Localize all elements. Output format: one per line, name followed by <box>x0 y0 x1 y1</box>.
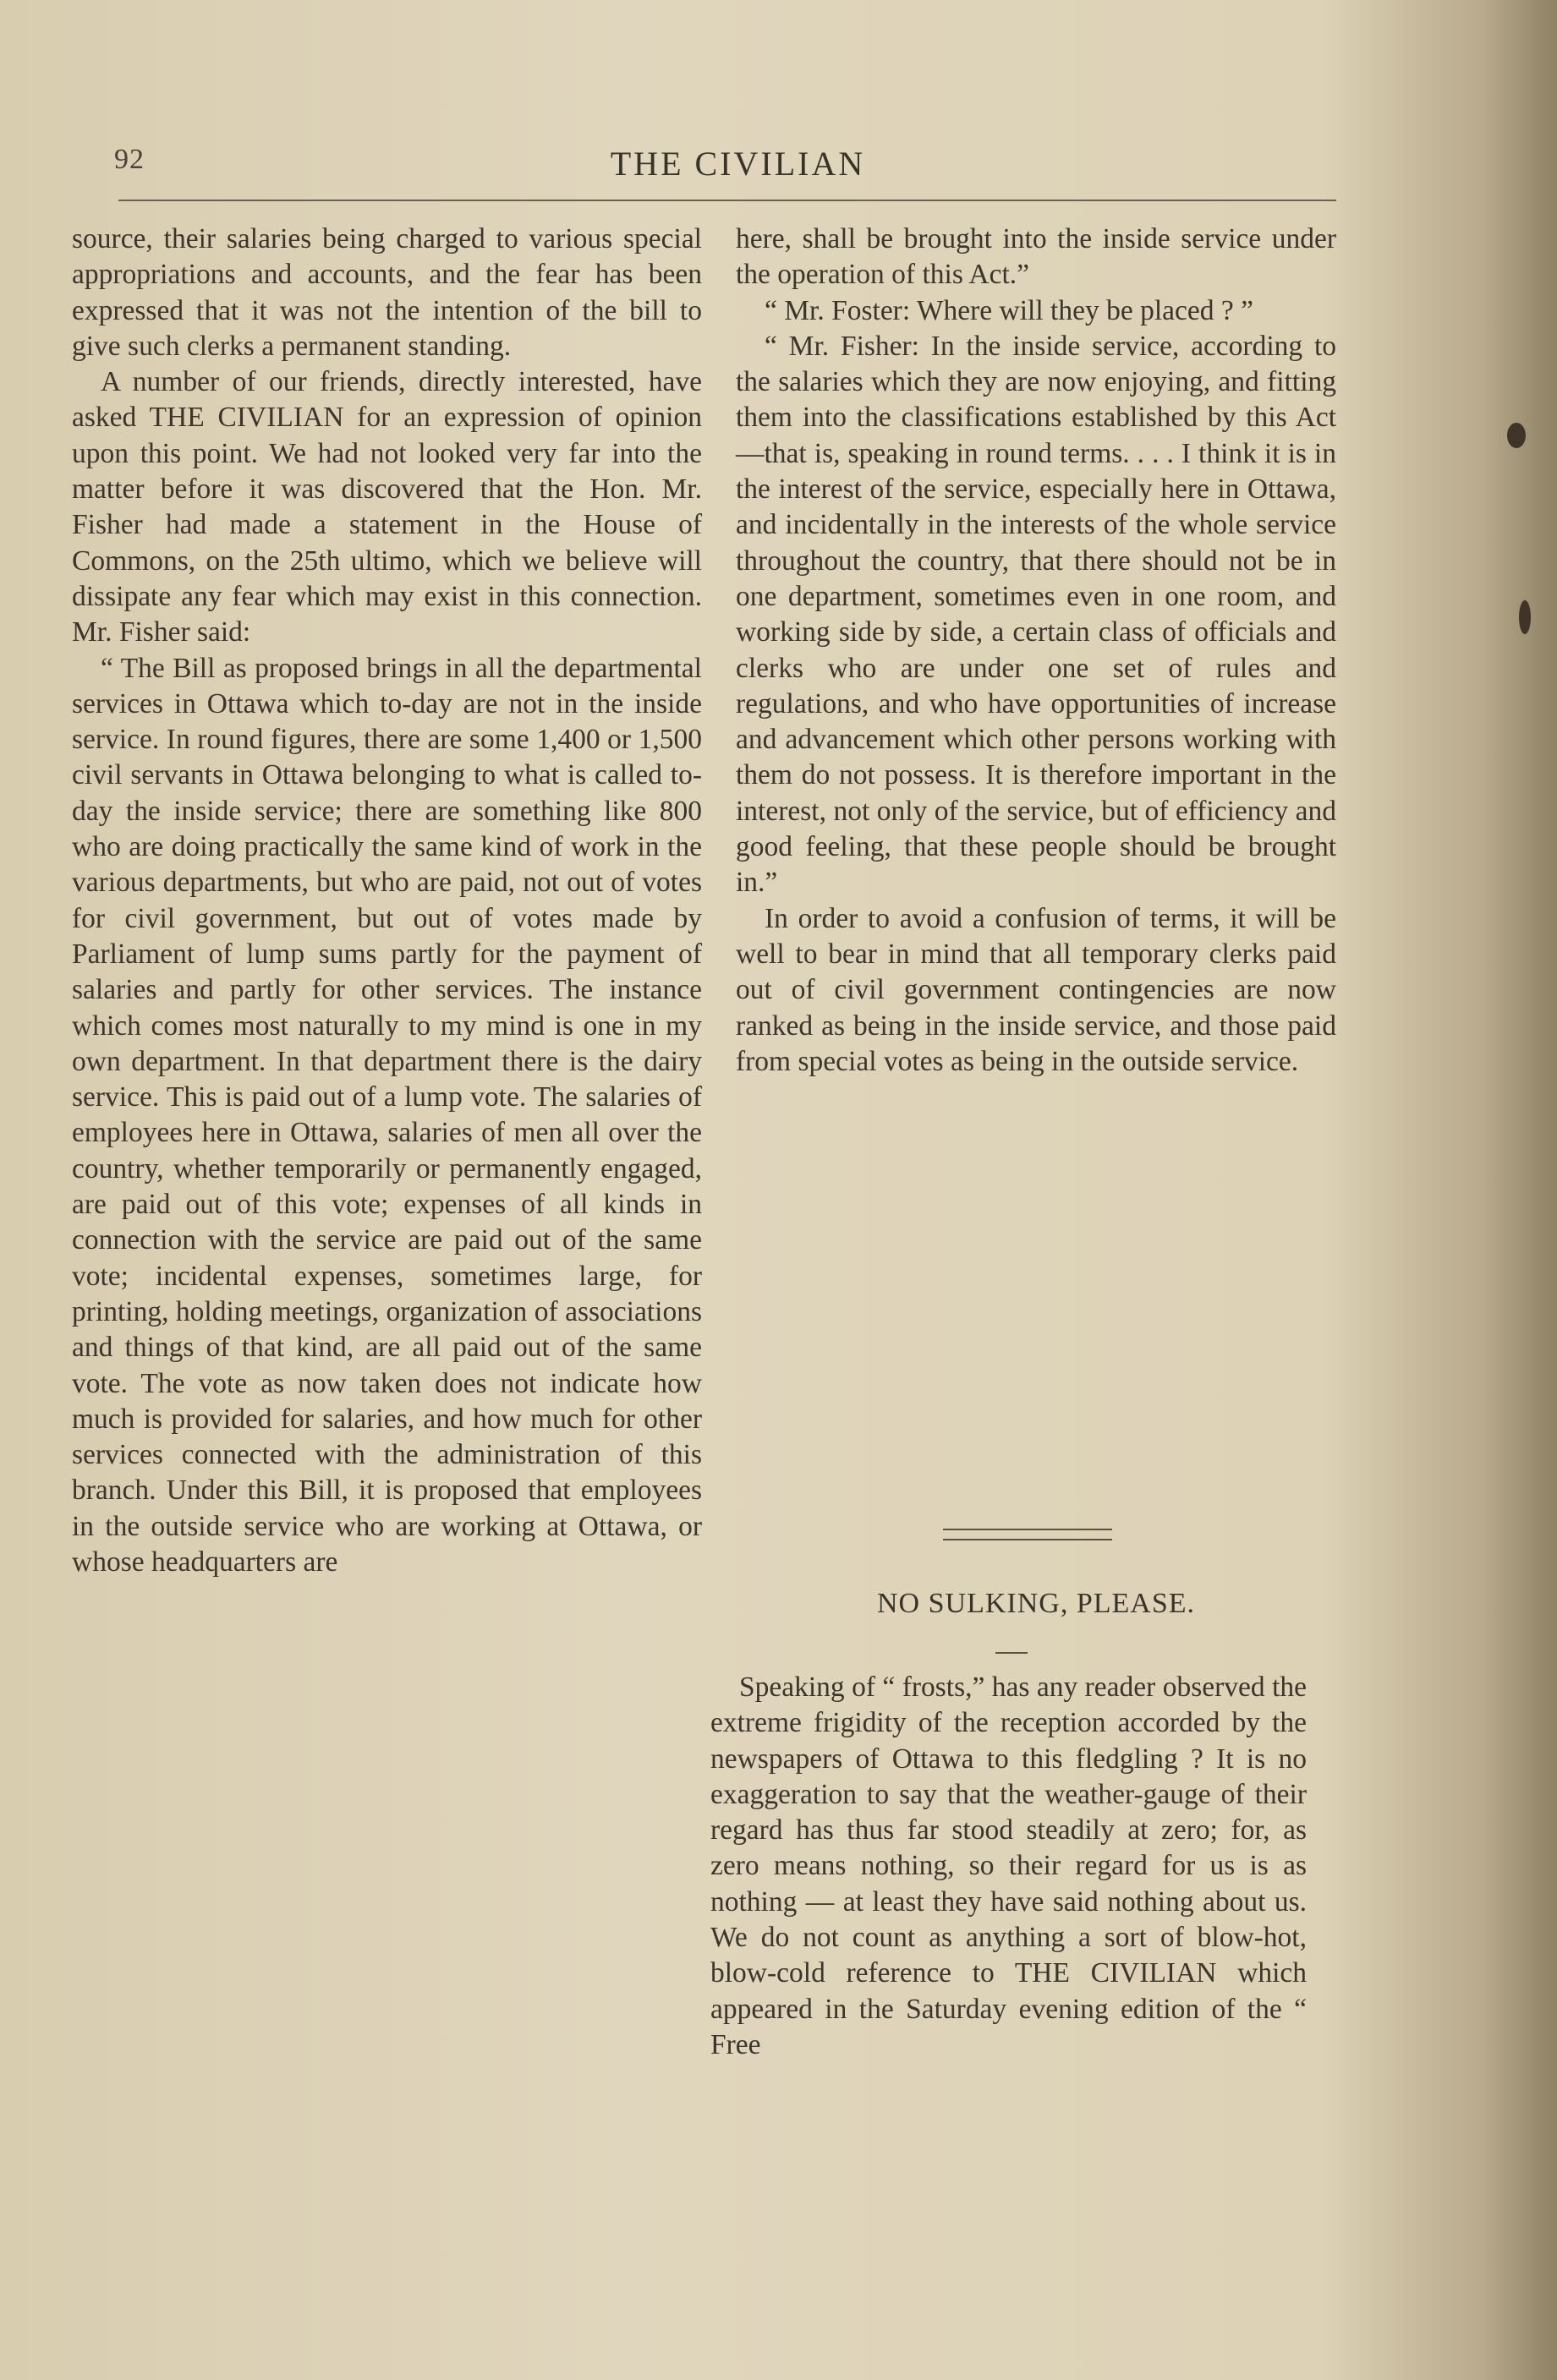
right-paragraph-3: “ Mr. Fisher: In the inside service, according to the salaries which they are now enjoying, and fitting them into the classifications established by this Act—that is, speaking in round terms. . . . I think it is in the interest of the service, especially here in Ottawa, and incidentally in the interests of the whole service throughout the country, that there should not be in one department, sometimes even in one room, and working side by side, a certain class of officials and clerks who are under one set of rules and regulations, and who have opportunities of increase and advancement which other persons working with them do not possess. It is therefore important in the interest, not only of the service, but of efficiency and good feeling, that these people should be brought in.” <box>736 330 1336 899</box>
page-edge-stain <box>1519 600 1531 634</box>
section-title: NO SULKING, PLEASE. <box>877 1588 1195 1619</box>
title-dash <box>995 1652 1028 1654</box>
right-paragraph-4: In order to avoid a confusion of terms, it will be well to bear in mind that all temporary clerks paid out of civil government contingencies are now ranked as being in the inside service, and those paid from special votes as being in the outside service. <box>736 902 1336 1077</box>
page-edge-stain <box>1507 423 1526 448</box>
left-column <box>72 222 702 1580</box>
running-title: THE CIVILIAN <box>610 145 866 183</box>
right-paragraph-2: “ Mr. Foster: Where will they be placed ? ” <box>765 294 1253 326</box>
right-column <box>736 222 1336 1080</box>
left-paragraph-3: “ The Bill as proposed brings in all the departmental services in Ottawa which to-day are not in the inside service. In round figures, there are some 1,400 or 1,500 civil servants in Ottawa belonging to what is called to-day the inside service; there are something like 800 who are doing practically the same kind of work in the various departments, but who are paid, not out of votes for civil government, but out of votes made by Parliament of lump sums partly for the payment of salaries and partly for other services. The instance which comes most naturally to my mind is one in my own department. In that department there is the dairy service. This is paid out of a lump vote. The salaries of employees here in Ottawa, salaries of men all over the country, whether temporarily or permanently engaged, are paid out of this vote; expenses of all kinds in connection with the service are paid out of the same vote; incidental expenses, sometimes large, for printing, holding meetings, organization of associations and things of that kind, are all paid out of the same vote. The vote as now taken does not indicate how much is provided for salaries, and how much for other services connected with the administration of this branch. Under this Bill, it is proposed that employees in the outside service who are working at Ottawa, or whose headquarters are <box>72 652 702 1578</box>
left-paragraph-2: A number of our friends, directly interested, have asked THE CIVILIAN for an expression of opinion upon this point. We had not looked very far into the matter before it was discovered that the Hon. Mr. Fisher had made a statement in the House of Commons, on the 25th ultimo, which we believe will dissipate any fear which may exist in this connection. Mr. Fisher said: <box>72 366 702 648</box>
right-paragraph-1: here, shall be brought into the inside service under the operation of this Act.” <box>736 223 1336 291</box>
section-paragraph-1: Speaking of “ frosts,” has any reader observed the extreme frigidity of the reception accorded by the newspapers of Ottawa to this fledgling ? It is no exaggeration to say that the weather-gauge of their regard has thus far stood steadily at zero; for, as zero means nothing, so their regard for us is as nothing — at least they have said nothing about us. We do not count as anything a sort of blow-hot, blow-cold reference to THE CIVILIAN which appeared in the Saturday evening edition of the “ Free <box>710 1671 1307 2060</box>
header-rule <box>118 200 1336 201</box>
section-divider-ornament <box>943 1529 1112 1540</box>
left-paragraph-1: source, their salaries being charged to various special appropriations and accounts, and the fear has been expressed that it was not the intention of the bill to give such clerks a permanent standing. <box>72 223 702 362</box>
page-number: 92 <box>114 144 145 175</box>
section-body <box>710 1670 1307 2063</box>
